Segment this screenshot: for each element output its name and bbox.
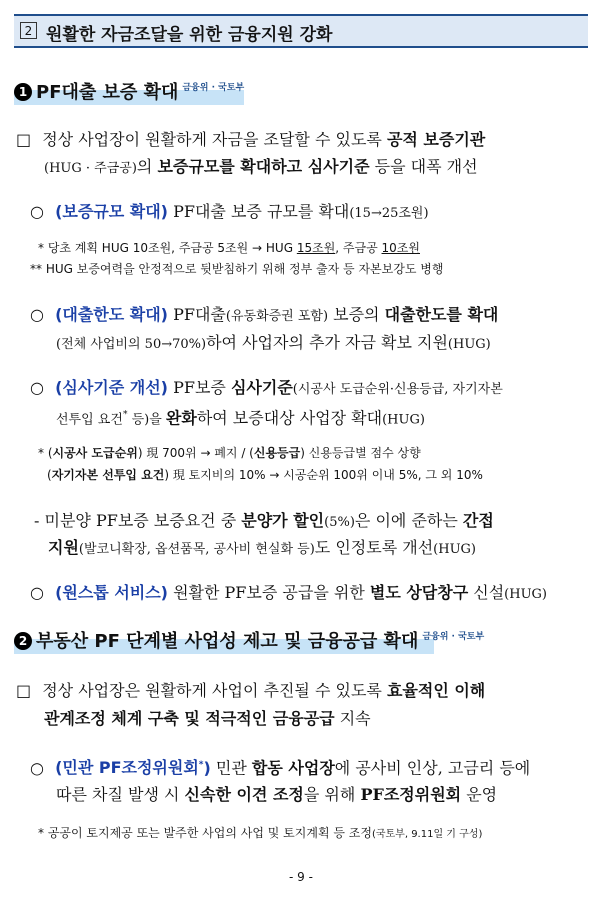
subsection-title-text: 부동산 PF 단계별 사업성 제고 및 금융공급 확대 [36, 631, 419, 652]
bullet-loan-limit-line2: (전체 사업비의 50→70%)하여 사업자의 추가 자금 확보 지원(HUG) [56, 333, 491, 352]
subsection-title-text: PF대출 보증 확대 [36, 82, 179, 103]
square-bullet-icon: □ [16, 681, 32, 700]
circle-bullet-icon: ○ [30, 202, 44, 221]
dash-item-unsold-line2: 지원(발코니확장, 옵션품목, 공사비 현실화 등)도 인정토록 개선(HUG) [48, 538, 476, 557]
footnote: * 당초 계획 HUG 10조원, 주금공 5조원 → HUG 15조원, 주금공 10조원 [38, 241, 420, 255]
footnote: * (시공사 도급순위) 現 700위 → 폐지 / (신용등급) 신용등급별 점수 상향 [38, 446, 421, 460]
dash-item-unsold: - 미분양 PF보증 보증요건 중 분양가 할인(5%)은 이에 준하는 간접 [34, 511, 494, 530]
subsection-number: 1 [14, 83, 32, 101]
subsection-1-title [14, 78, 244, 104]
bullet-loan-limit: ○ (대출한도 확대) PF대출(유동화증권 포함) 보증의 대출한도를 확대 [30, 305, 499, 324]
circle-bullet-icon: ○ [30, 305, 44, 324]
lead-paragraph-line2: (HUG · 주금공)의 보증규모를 확대하고 심사기준 등을 대폭 개선 [44, 157, 478, 176]
ministry-tag: 금융위 · 국토부 [422, 632, 485, 642]
circle-bullet-icon: ○ [30, 378, 44, 397]
bullet-one-stop: ○ (원스톱 서비스) 원활한 PF보증 공급을 위한 별도 상담창구 신설(HUG) [30, 583, 547, 602]
bullet-pf-committee: ○ (민관 PF조정위원회*) 민관 합동 사업장에 공사비 인상, 고금리 등에 [30, 758, 531, 778]
lead-paragraph-line2: 관계조정 체계 구축 및 적극적인 금융공급 지속 [44, 709, 371, 728]
footnote: (자기자본 선투입 요건) 現 토지비의 10% → 시공순위 100위 이내 5%, 그 외 10% [47, 468, 483, 482]
square-bullet-icon: □ [16, 130, 32, 149]
bullet-pf-committee-line2: 따른 차질 발생 시 신속한 이견 조정을 위해 PF조정위원회 운영 [56, 785, 498, 804]
subsection-number: 2 [14, 632, 32, 650]
subsection-2-title [14, 627, 484, 653]
section-number: 2 [20, 22, 37, 39]
bullet-screening-criteria-line2: 선투입 요건* 등)을 완화하여 보증대상 사업장 확대(HUG) [56, 408, 425, 428]
ministry-tag: 금융위 · 국토부 [182, 83, 245, 93]
page-number: - 9 - [289, 870, 313, 884]
circle-bullet-icon: ○ [30, 758, 44, 778]
lead-paragraph: □ 정상 사업장이 원활하게 자금을 조달할 수 있도록 공적 보증기관 [16, 130, 486, 149]
circle-bullet-icon: ○ [30, 583, 44, 602]
lead-paragraph: □ 정상 사업장은 원활하게 사업이 추진될 수 있도록 효율적인 이해 [16, 681, 486, 700]
bullet-screening-criteria: ○ (심사기준 개선) PF보증 심사기준(시공사 도급순위·신용등급, 자기자본 [30, 378, 503, 397]
footnote: ** HUG 보증여력을 안정적으로 뒷받침하기 위해 정부 출자 등 자본보강도 병행 [30, 262, 444, 276]
footnote: * 공공이 토지제공 또는 발주한 사업의 사업 및 토지계획 등 조정(국토부, 9.11일 기 구성) [38, 826, 483, 840]
section-title: 원활한 자금조달을 위한 금융지원 강화 [46, 25, 333, 45]
bullet-guarantee-scale: ○ (보증규모 확대) PF대출 보증 규모를 확대(15→25조원) [30, 202, 429, 221]
